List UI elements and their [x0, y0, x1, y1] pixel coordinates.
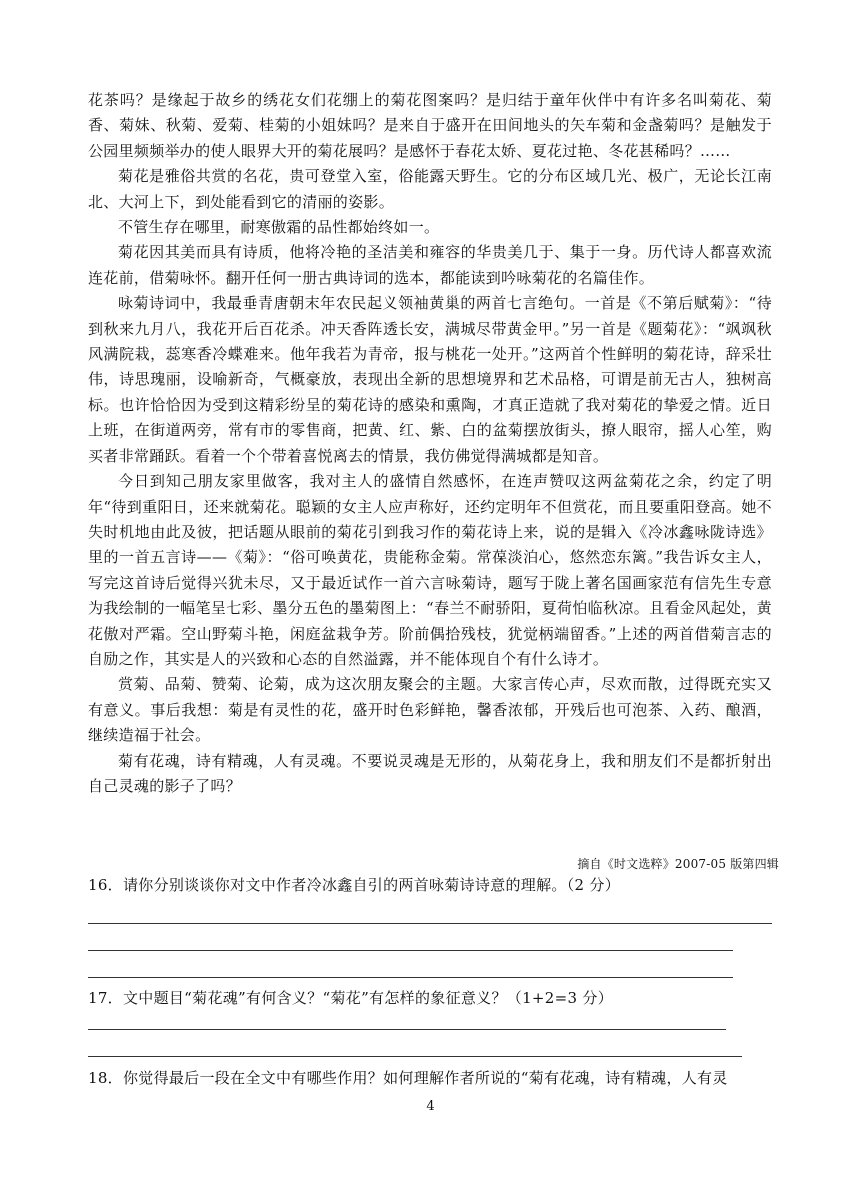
answer-line[interactable]: [88, 950, 733, 951]
answer-line[interactable]: [88, 1029, 726, 1030]
source-citation: 摘自《时文选粹》2007-05 版第四辑: [577, 857, 779, 871]
article-paragraph-5: 咏菊诗词中，我最垂青唐朝末年农民起义领袖黄巢的两首七言绝句。一首是《不第后赋菊》：“待到秋来九月八，我花开后百花杀。冲天香阵透长安，满城尽带黄金甲。”另一首是《题菊花》：“飒飒秋风满院栽，蕊寒香冷蝶难来。他年我若为青帝，报与桃花一处开。”这两首个性鲜明的菊花诗，辞采壮伟，诗思瑰丽，设喻新奇，气概豪放，表现出全新的思想境界和艺术品格，可谓是前无古人，独树高标。也许恰恰因为受到这精彩纷呈的菊花诗的感染和熏陶，才真正造就了我对菊花的挚爱之情。近日上班，在街道两旁，常有市的零售商，把黄、红、紫、白的盆菊摆放街头，撩人眼帘，摇人心笙，购买者非常踊跃。看着一个个带着喜悦离去的情景，我仿佛觉得满城都是知音。: [88, 294, 772, 465]
article-paragraph-6: 今日到知己朋友家里做客，我对主人的盛情自然感怀，在连声赞叹这两盆菊花之余，约定了明年“待到重阳日，还来就菊花。聪颖的女主人应声称好，还约定明年不但赏花，而且要重阳登高。她不失时机地由此及彼，把话题从眼前的菊花引到我习作的菊花诗上来，说的是辑入《冷冰鑫咏陇诗选》里的一首五言诗——《菊》：“俗可唤黄花，贵能称金菊。常葆淡泊心，悠然恋东篱。”我告诉女主人，写完这首诗后觉得兴犹未尽，又于最近试作一首六言咏菊诗，题写于陇上著名国画家范有信先生专意为我绘制的一幅笔呈七彩、墨分五色的墨菊图上：“春兰不耐骄阳，夏荷怕临秋凉。且看金风起处，黄花傲对严霜。空山野菊斗艳，闲庭盆栽争芳。阶前偶拾残枝，犹觉柄端留香。”上述的两首借菊言志的自励之作，其实是人的兴致和心态的自然溢露，并不能体现自个有什么诗才。: [88, 472, 772, 668]
answer-line[interactable]: [88, 923, 772, 924]
article-paragraph-8: 菊有花魂，诗有精魂，人有灵魂。不要说灵魂是无形的，从菊花身上，我和朋友们不是都折射出自己灵魂的影子了吗？: [88, 751, 772, 795]
page-number: 4: [426, 1099, 435, 1114]
answer-line[interactable]: [88, 1056, 742, 1057]
answer-line[interactable]: [88, 977, 733, 978]
question-16: 16．请你分别谈谈你对文中作者冷冰鑫自引的两首咏菊诗诗意的理解。（2 分）: [88, 876, 621, 894]
question-18: 18．你觉得最后一段在全文中有哪些作用？如何理解作者所说的“菊有花魂，诗有精魂，人有灵: [88, 1069, 728, 1087]
article-body: [88, 88, 772, 799]
article-paragraph-3: 不管生存在哪里，耐寒傲霜的品性都始终如一。: [118, 218, 440, 237]
article-paragraph-1: 花茶吗？是缘起于故乡的绣花女们花绷上的菊花图案吗？是归结于童年伙伴中有许多名叫菊花、菊香、菊妹、秋菊、爱菊、桂菊的小姐妹吗？是来自于盛开在田间地头的矢车菊和金盏菊吗？是触发于公园里频频举办的使人眼界大开的菊花展吗？是感怀于春花太娇、夏花过艳、冬花甚稀吗？……: [88, 91, 772, 160]
article-paragraph-2: 菊花是雅俗共赏的名花，贵可登堂入室，俗能露天野生。它的分布区域几光、极广，无论长江南北、大河上下，到处能看到它的清丽的姿影。: [88, 167, 772, 211]
question-17: 17．文中题目“菊花魂”有何含义？“菊花”有怎样的象征意义？（1+2=3 分）: [88, 989, 613, 1007]
article-paragraph-7: 赏菊、品菊、赞菊、论菊，成为这次朋友聚会的主题。大家言传心声，尽欢而散，过得既充实又有意义。事后我想：菊是有灵性的花，盛开时色彩鲜艳，馨香浓郁，开残后也可泡茶、入药、酿酒，继续造福于社会。: [88, 675, 772, 745]
article-paragraph-4: 菊花因其美而具有诗质，他将冷艳的圣洁美和雍容的华贵美几于、集于一身。历代诗人都喜欢流连花前，借菊咏怀。翻开任何一册古典诗词的选本，都能读到吟咏菊花的名篇佳作。: [88, 243, 772, 287]
